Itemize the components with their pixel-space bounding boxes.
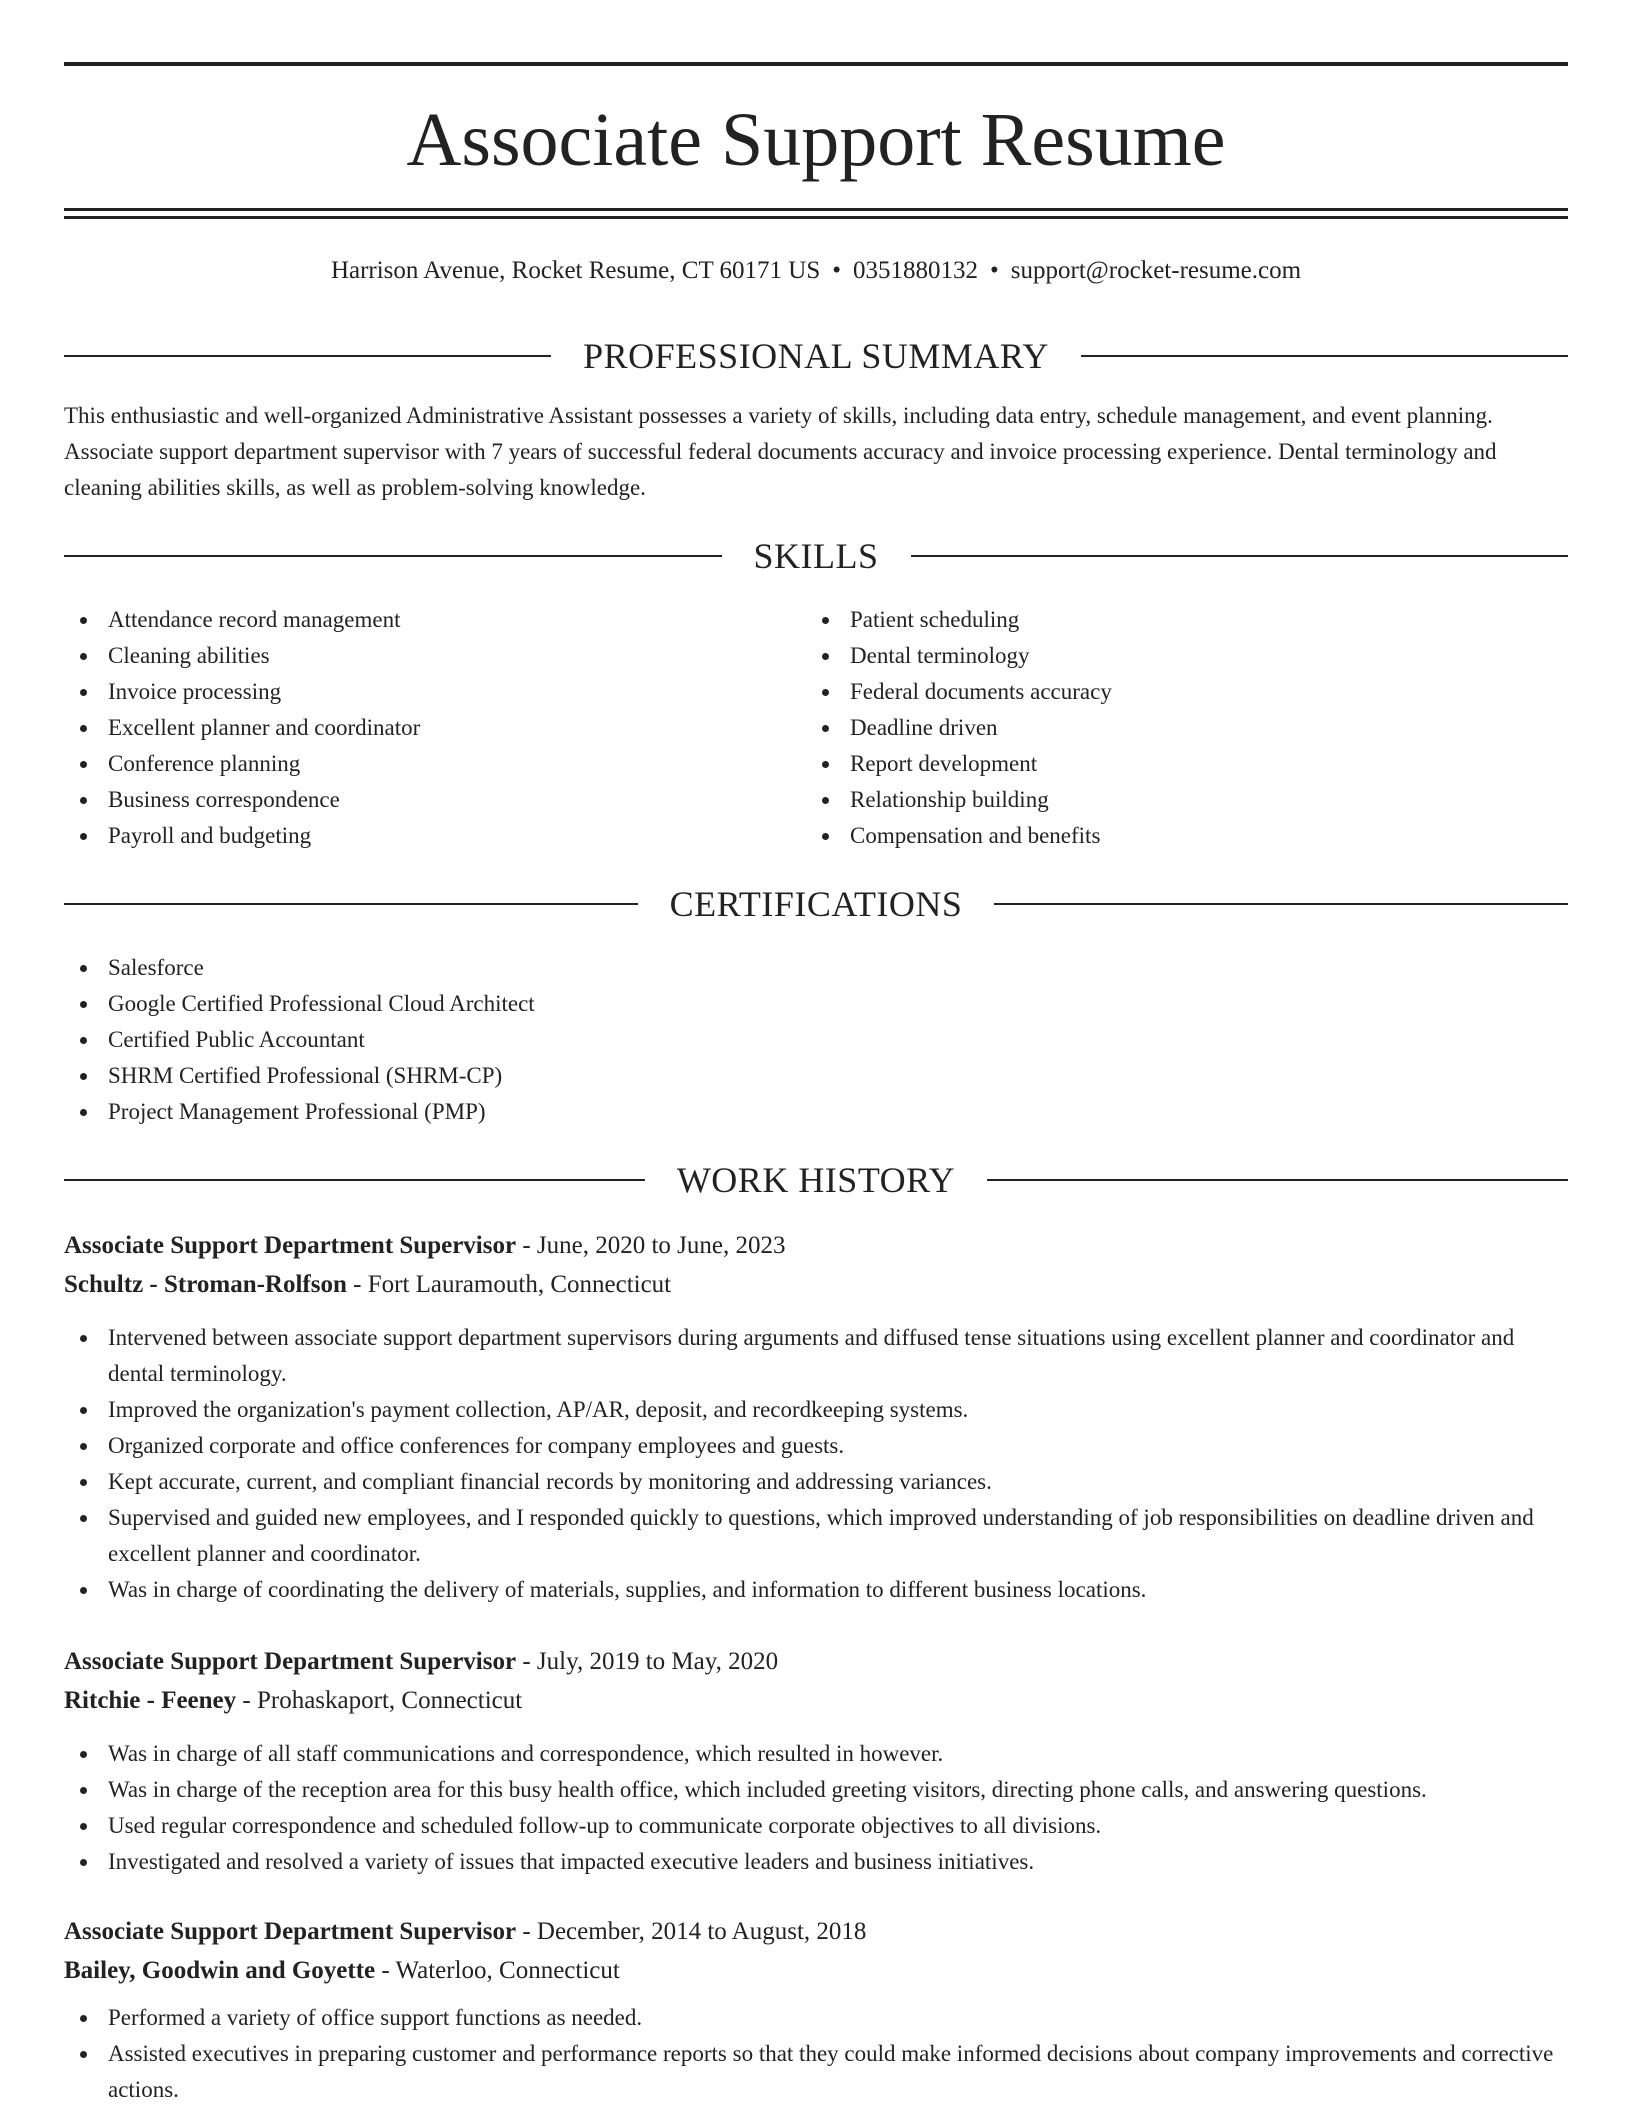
job-role: Associate Support Department Supervisor: [64, 1918, 517, 1945]
job-duties-list: [64, 2000, 1568, 2108]
heading-rule-left: [64, 1179, 645, 1181]
resume-title: Associate Support Resume: [406, 98, 1226, 182]
heading-rule-right: [987, 1179, 1568, 1181]
heading-rule-left: [64, 355, 551, 357]
list-item: Patient scheduling: [806, 602, 1546, 638]
heading-rule-left: [64, 555, 722, 557]
contact-line: [64, 254, 1568, 288]
list-item: Excellent planner and coordinator: [64, 710, 804, 746]
section-heading-work-history: [64, 1160, 1568, 1200]
heading-rule-left: [64, 903, 638, 905]
work-entry: [64, 1642, 1568, 1880]
section-heading-summary: [64, 336, 1568, 376]
job-title-line: [64, 1226, 1568, 1265]
title-rule-lower: [64, 216, 1568, 219]
section-title: WORK HISTORY: [676, 1160, 956, 1200]
job-company-line: [64, 1951, 1568, 1990]
heading-rule-right: [994, 903, 1568, 905]
job-dates: - December, 2014 to August, 2018: [516, 1918, 867, 1945]
contact-phone: 0351880132: [853, 257, 978, 284]
list-item: Compensation and benefits: [806, 818, 1546, 854]
list-item: Payroll and budgeting: [64, 818, 804, 854]
section-heading-skills: [64, 536, 1568, 576]
list-item: Report development: [806, 746, 1546, 782]
skills-list-left: [64, 602, 804, 854]
work-entry: [64, 1912, 1568, 2108]
list-item: Organized corporate and office conferences for company employees and guests.: [64, 1428, 1568, 1464]
heading-rule-right: [911, 555, 1569, 557]
section-title: CERTIFICATIONS: [669, 884, 963, 924]
job-title-line: [64, 1912, 1568, 1951]
title-rule-upper: [64, 208, 1568, 211]
heading-rule-right: [1081, 355, 1568, 357]
list-item: Invoice processing: [64, 674, 804, 710]
list-item: Google Certified Professional Cloud Architect: [64, 986, 1568, 1022]
list-item: Performed a variety of office support functions as needed.: [64, 2000, 1568, 2036]
work-entry: [64, 1226, 1568, 1608]
section-title: SKILLS: [753, 536, 879, 576]
job-location: - Prohaskaport, Connecticut: [236, 1687, 523, 1714]
list-item: Project Management Professional (PMP): [64, 1094, 1568, 1130]
job-company: Ritchie - Feeney: [64, 1687, 237, 1714]
list-item: Investigated and resolved a variety of issues that impacted executive leaders and business initiatives.: [64, 1844, 1568, 1880]
list-item: Conference planning: [64, 746, 804, 782]
list-item: Deadline driven: [806, 710, 1546, 746]
list-item: Business correspondence: [64, 782, 804, 818]
job-company: Schultz - Stroman-Rolfson: [64, 1271, 347, 1298]
list-item: Salesforce: [64, 950, 1568, 986]
list-item: Relationship building: [806, 782, 1546, 818]
list-item: Supervised and guided new employees, and I responded quickly to questions, which improved understanding of job responsibilities on deadline driven and excellent planner and coordinator.: [64, 1500, 1568, 1572]
section-heading-certifications: [64, 884, 1568, 924]
list-item: Was in charge of coordinating the delivery of materials, supplies, and information to different business locations.: [64, 1572, 1568, 1608]
section-title: PROFESSIONAL SUMMARY: [583, 336, 1049, 376]
certifications-list: [64, 950, 1568, 1130]
list-item: Was in charge of the reception area for this busy health office, which included greeting visitors, directing phone calls, and answering questions.: [64, 1772, 1568, 1808]
skills-list-right: [806, 602, 1546, 854]
top-rule: [64, 62, 1568, 66]
job-company: Bailey, Goodwin and Goyette: [64, 1957, 376, 1984]
list-item: Was in charge of all staff communications and correspondence, which resulted in however.: [64, 1736, 1568, 1772]
job-duties-list: [64, 1736, 1568, 1880]
contact-separator: •: [990, 257, 999, 284]
contact-separator: •: [832, 257, 841, 284]
list-item: Cleaning abilities: [64, 638, 804, 674]
list-item: Certified Public Accountant: [64, 1022, 1568, 1058]
job-company-line: [64, 1681, 1568, 1720]
contact-address: Harrison Avenue, Rocket Resume, CT 60171 US: [330, 257, 821, 284]
list-item: Federal documents accuracy: [806, 674, 1546, 710]
summary-text: This enthusiastic and well-organized Administrative Assistant possesses a variety of skills, including data entry, schedule management, and event planning. Associate support department supervisor with 7 years of successful federal documents accuracy and invoice processing experience. Dental terminology and cleaning abilities skills, as well as problem-solving knowledge.: [64, 403, 1497, 500]
job-company-line: [64, 1265, 1568, 1304]
list-item: Kept accurate, current, and compliant financial records by monitoring and addressing variances.: [64, 1464, 1568, 1500]
list-item: Intervened between associate support department supervisors during arguments and diffused tense situations using excellent planner and coordinator and dental terminology.: [64, 1320, 1568, 1392]
contact-email: support@rocket-resume.com: [1010, 257, 1302, 284]
list-item: Assisted executives in preparing customer and performance reports so that they could make informed decisions about company improvements and corrective actions.: [64, 2036, 1568, 2108]
job-dates: - June, 2020 to June, 2023: [516, 1232, 786, 1259]
list-item: SHRM Certified Professional (SHRM-CP): [64, 1058, 1568, 1094]
list-item: Used regular correspondence and scheduled follow-up to communicate corporate objectives to all divisions.: [64, 1808, 1568, 1844]
job-location: - Waterloo, Connecticut: [375, 1957, 620, 1984]
job-role: Associate Support Department Supervisor: [64, 1232, 517, 1259]
list-item: Dental terminology: [806, 638, 1546, 674]
job-duties-list: [64, 1320, 1568, 1608]
job-dates: - July, 2019 to May, 2020: [516, 1648, 779, 1675]
list-item: Improved the organization's payment collection, AP/AR, deposit, and recordkeeping systems.: [64, 1392, 1568, 1428]
job-role: Associate Support Department Supervisor: [64, 1648, 517, 1675]
job-location: - Fort Lauramouth, Connecticut: [346, 1271, 672, 1298]
list-item: Attendance record management: [64, 602, 804, 638]
job-title-line: [64, 1642, 1568, 1681]
